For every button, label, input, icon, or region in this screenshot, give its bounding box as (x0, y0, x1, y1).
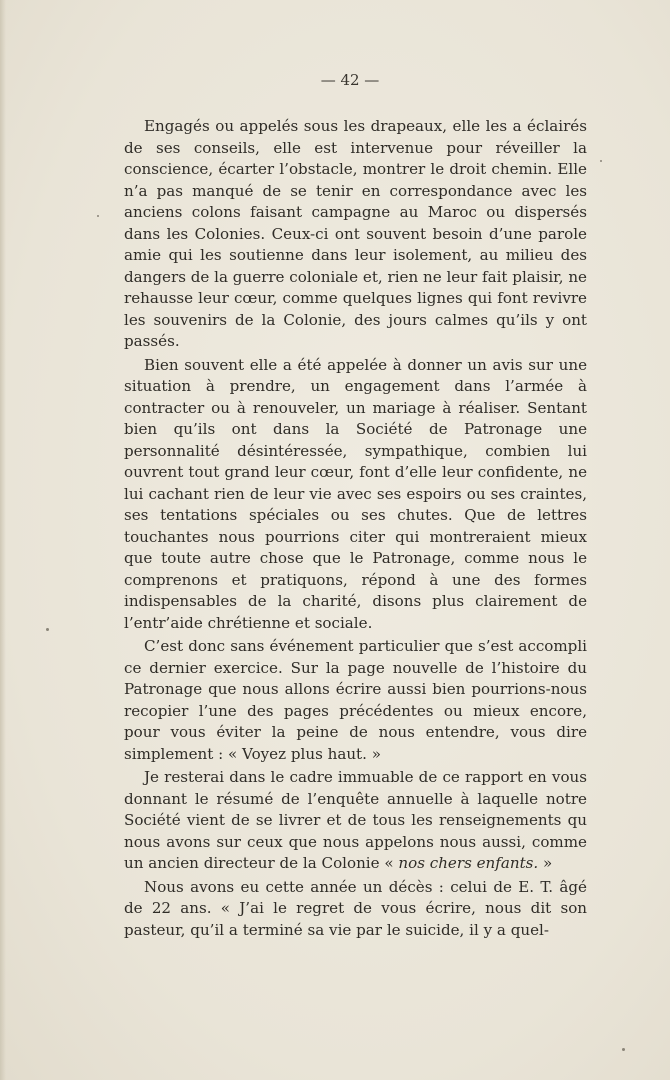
paragraph-4 (124, 767, 587, 875)
paragraph-1: Engagés ou appelés sous les drapeaux, elle les a éclairés de ses conseils, elle est intervenue pour réveiller la conscience, écarter l’obstacle, montrer le droit chemin. Elle n’a pas manqué de se tenir en correspondance avec les anciens colons faisant campagne au Maroc ou dispersés dans les Colonies. Ceux-ci ont souvent besoin d’une parole amie qui les soutienne dans leur isolement, au milieu des dangers de la guerre coloniale et, rien ne leur fait plaisir, ne rehausse leur cœur, comme quelques lignes qui font revivre les souvenirs de la Colonie, des jours calmes qu’ils y ont passés. (124, 117, 587, 350)
paragraph-3: C’est donc sans événement particulier que s’est accompli ce dernier exercice. Sur la page nouvelle de l’histoire du Patronage que nous allons écrire aussi bien pourrions-nous recopier l’une des pages précédentes ou mieux encore, pour vous éviter la peine de nous entendre, vous dire simplement : « Voyez plus haut. » (124, 637, 587, 763)
page-spine-shadow (0, 0, 6, 1080)
paragraph-4-tail: » (538, 854, 553, 872)
page-number: — 42 — (320, 71, 380, 89)
body-text (124, 116, 587, 941)
paper-speck (622, 1048, 625, 1051)
paper-speck (97, 215, 99, 217)
paper-speck (600, 160, 602, 162)
paper-speck (46, 628, 49, 631)
paragraph-2: Bien souvent elle a été appelée à donner un avis sur une situation à prendre, un engagement dans l’armée à contracter ou à renouveler, un mariage à réaliser. Sentant bien qu’ils ont dans la Société de Patronage une personnalité désintéressée, sympathique, combien lui ouvrent tout grand leur cœur, font d’elle leur confidente, ne lui cachant rien de leur vie avec ses espoirs ou ses craintes, ses tentations spéciales ou ses chutes. Que de lettres touchantes nous pourrions citer qui montreraient mieux que toute autre chose que le Patronage, comme nous le comprenons et pratiquons, répond à une des formes indispensables de la charité, disons plus clairement de l’entr’aide chrétienne et sociale. (124, 355, 587, 632)
paragraph-5: Nous avons eu cette année un décès : celui de E. T. âgé de 22 ans. « J’ai le regret de vous écrire, nous dit son pasteur, qu’il a terminé sa vie par le suicide, il y a quel- (124, 877, 587, 939)
paragraph-4-italic: nos chers enfants. (398, 854, 539, 872)
paragraph-4-text: Je resterai dans le cadre immuable de ce rapport en vous donnant le résumé de l’enquête annuelle à laquelle notre Société vient de se livrer et de tous les renseignements qu nous avons sur ceux que nous appelons nous aussi, comme un ancien directeur de la Colonie « (124, 768, 587, 872)
